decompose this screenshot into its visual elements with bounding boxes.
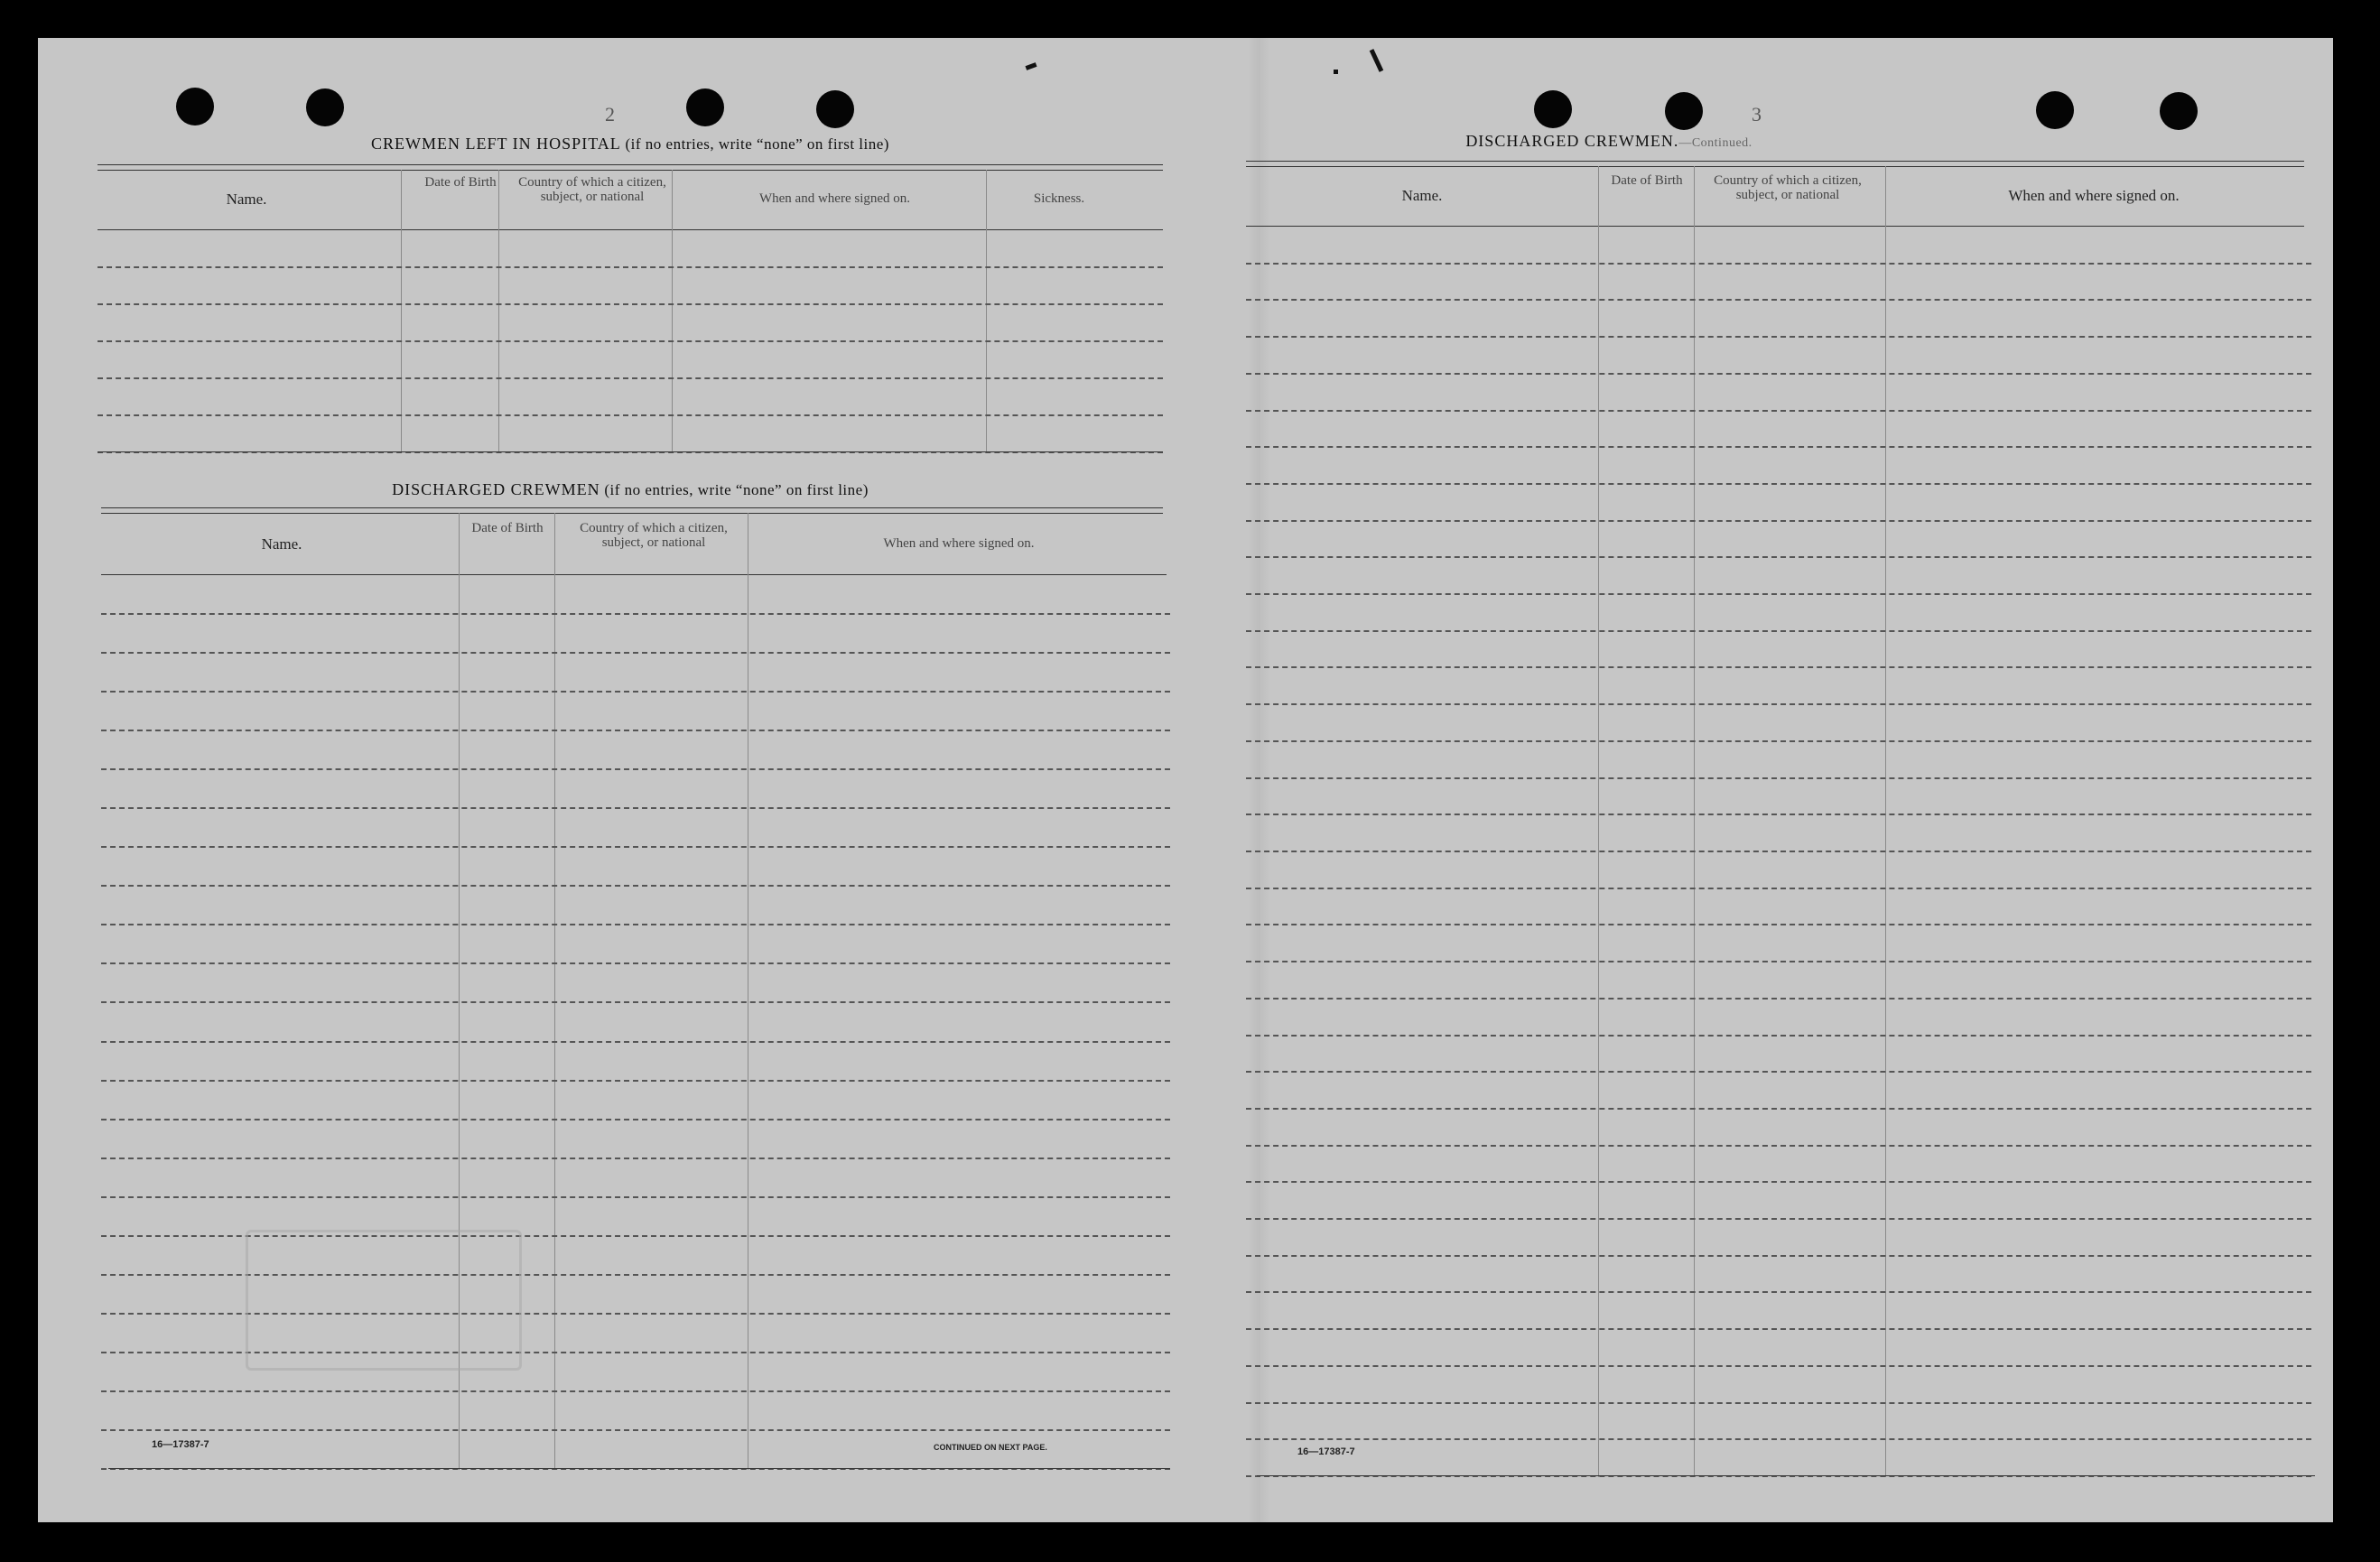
hospital-section-title: [98, 135, 1163, 153]
entry-row-line: [101, 846, 1170, 848]
punch-hole: [306, 88, 344, 126]
right-col-divider: [1598, 166, 1599, 1477]
right-top-rule-2: [1246, 166, 2304, 167]
entry-row-line: [1246, 888, 2311, 889]
right-col-signed: When and where signed on.: [2008, 187, 2180, 204]
discharged-col-name: Name.: [261, 535, 302, 553]
entry-row-line: [1246, 410, 2311, 412]
entry-row-line: [101, 924, 1170, 925]
entry-row-line: [1246, 263, 2311, 265]
entry-row-line: [1246, 851, 2311, 852]
entry-row-line: [101, 1196, 1170, 1198]
punch-hole: [816, 90, 854, 128]
entry-row-line: [1246, 630, 2311, 632]
entry-row-line: [98, 340, 1163, 342]
right-col-divider: [1694, 166, 1695, 1477]
entry-row-line: [101, 1001, 1170, 1003]
hospital-header-rule: [98, 229, 1163, 230]
punch-hole: [176, 88, 214, 126]
page-number-right: 3: [1752, 103, 1762, 126]
punch-hole: [1534, 90, 1572, 128]
punch-hole: [2036, 91, 2074, 129]
hospital-bottom-rule: [98, 451, 1163, 452]
ink-speck: [1334, 70, 1338, 74]
entry-row-line: [1246, 1035, 2311, 1037]
punch-hole: [2160, 92, 2198, 130]
form-number-right: 16—17387-7: [1297, 1446, 1355, 1457]
entry-row-line: [101, 730, 1170, 731]
entry-row-line: [1246, 740, 2311, 742]
hospital-title-note: (if no entries, write “none” on first line): [625, 135, 889, 153]
right-col-dob: Date of Birth: [1611, 173, 1683, 188]
entry-row-line: [1246, 1145, 2311, 1147]
entry-row-line: [1246, 666, 2311, 668]
discharged-title-note: (if no entries, write “none” on first line): [604, 481, 869, 498]
entry-row-line: [1246, 1255, 2311, 1257]
entry-row-line: [101, 885, 1170, 887]
entry-row-line: [101, 613, 1170, 615]
entry-row-line: [1246, 1181, 2311, 1183]
discharged-title-caps: DISCHARGED CREWMEN: [392, 480, 600, 498]
entry-row-line: [101, 1080, 1170, 1082]
discharged-header-rule: [101, 574, 1167, 575]
right-title-caps: DISCHARGED CREWMEN.: [1465, 132, 1679, 150]
hospital-col-divider: [986, 170, 987, 451]
right-top-rule: [1246, 161, 2304, 162]
entry-row-line: [1246, 373, 2311, 375]
entry-row-line: [1246, 1365, 2311, 1367]
entry-row-line: [1246, 299, 2311, 301]
hospital-title-caps: CREWMEN LEFT IN HOSPITAL: [371, 135, 621, 153]
hospital-col-sickness: Sickness.: [1033, 191, 1085, 206]
hospital-col-divider: [401, 170, 402, 451]
entry-row-line: [1246, 1108, 2311, 1110]
entry-row-line: [1246, 446, 2311, 448]
continued-note: CONTINUED ON NEXT PAGE.: [934, 1443, 1047, 1452]
punch-hole: [1665, 92, 1703, 130]
entry-row-line: [101, 962, 1170, 964]
hospital-col-dob: Date of Birth: [424, 175, 497, 190]
right-header-rule: [1246, 226, 2304, 227]
entry-row-line: [1246, 924, 2311, 925]
entry-row-line: [1246, 556, 2311, 558]
entry-row-line: [1246, 703, 2311, 705]
discharged-col-signed: When and where signed on.: [883, 536, 1035, 551]
discharged-col-divider: [554, 513, 555, 1470]
entry-row-line: [1246, 483, 2311, 485]
entry-row-line: [1246, 1328, 2311, 1330]
discharged-col-dob: Date of Birth: [471, 521, 544, 535]
hospital-col-signed: When and where signed on.: [758, 191, 911, 206]
entry-row-line: [1246, 998, 2311, 999]
entry-row-line: [1246, 520, 2311, 522]
entry-row-line: [101, 652, 1170, 654]
right-col-country: Country of which a citizen, subject, or national: [1714, 173, 1862, 202]
page-number-left: 2: [605, 103, 615, 126]
faint-stamp: [246, 1230, 522, 1371]
entry-row-line: [101, 1429, 1170, 1431]
entry-row-line: [1246, 777, 2311, 779]
right-bottom-rule: [1257, 1475, 2315, 1476]
entry-row-line: [101, 1119, 1170, 1120]
discharged-top-rule-2: [101, 513, 1163, 514]
form-number-left: 16—17387-7: [152, 1439, 209, 1450]
entry-row-line: [1246, 1291, 2311, 1293]
entry-row-line: [1246, 1071, 2311, 1073]
entry-row-line: [1246, 1438, 2311, 1440]
ink-speck: [1370, 49, 1384, 72]
right-discharged-title: [1383, 132, 1835, 151]
entry-row-line: [101, 691, 1170, 693]
entry-row-line: [101, 1390, 1170, 1392]
entry-row-line: [98, 303, 1163, 305]
entry-row-line: [98, 266, 1163, 268]
hospital-col-divider: [498, 170, 499, 451]
discharged-section-title: [98, 480, 1163, 499]
discharged-col-country: Country of which a citizen, subject, or national: [580, 521, 728, 550]
hospital-col-name: Name.: [226, 191, 267, 208]
entry-row-line: [101, 768, 1170, 770]
entry-row-line: [98, 414, 1163, 416]
page-fold: [1248, 38, 1269, 1522]
hospital-top-rule-2: [98, 170, 1163, 171]
discharged-bottom-rule: [108, 1468, 1170, 1469]
punch-hole: [686, 88, 724, 126]
document-sheet: [38, 38, 2333, 1522]
hospital-col-country: Country of which a citizen, subject, or national: [518, 175, 666, 204]
right-col-divider: [1885, 166, 1886, 1477]
hospital-top-rule: [98, 164, 1163, 165]
right-col-name: Name.: [1401, 187, 1443, 204]
entry-row-line: [101, 1041, 1170, 1043]
entry-row-line: [1246, 814, 2311, 815]
ink-speck: [1026, 62, 1037, 70]
entry-row-line: [1246, 1218, 2311, 1220]
entry-row-line: [101, 807, 1170, 809]
right-title-note: —Continued.: [1678, 136, 1752, 150]
hospital-col-divider: [672, 170, 673, 451]
entry-row-line: [1246, 961, 2311, 962]
discharged-top-rule: [101, 507, 1163, 508]
entry-row-line: [98, 377, 1163, 379]
entry-row-line: [1246, 336, 2311, 338]
entry-row-line: [1246, 1402, 2311, 1404]
entry-row-line: [1246, 593, 2311, 595]
entry-row-line: [101, 1158, 1170, 1159]
